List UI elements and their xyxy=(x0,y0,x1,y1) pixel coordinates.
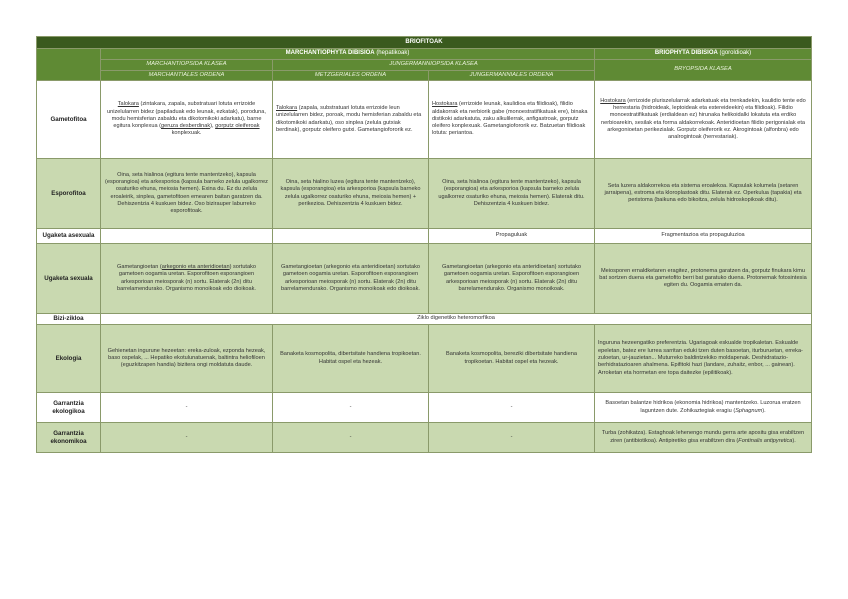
ugaketa-sexuala-jungermanniales: Gametangioetan (arkegonio eta anteridioetan) sortutako gametoen oogamia uretan. Esporofitoen esporangioen arkesporioan meiosporak (n) sortu. Elaterak (2n) ditu barrelamendurako. Organismo monoikoak. xyxy=(429,244,595,314)
garrantzia-ekologikoa-metzgeriales: - xyxy=(273,393,429,423)
gametofitoa-metzgeriales: Talokara (zapala, substratuari lotuta errizoide leun unizelularren bidez, poroak, modu hemisferian zabaldu eta dikotomikoki adarkatu), oso sinplea (zelula gutxiak berdinak), gorputz oleifero gutxi. Gametangiofororik ez. xyxy=(273,81,429,159)
order-marchantiales: MARCHANTIALES ORDENA xyxy=(101,70,273,81)
garrantzia-ekonomikoa-jungermanniales: - xyxy=(429,423,595,453)
row-label: Ekologia xyxy=(37,325,101,393)
row-garrantzia-ekonomikoa xyxy=(37,423,812,453)
garrantzia-ekologikoa-jungermanniales: - xyxy=(429,393,595,423)
row-gametofitoa xyxy=(37,81,812,159)
garrantzia-ekonomikoa-metzgeriales: - xyxy=(273,423,429,453)
ugaketa-sexuala-metzgeriales: Gametangioetan (arkegonio eta anteridioetan) sortutako gametoen oogamia uretan. Esporofitoen esporangioen arkesporioan meiosporak (n) sortu. Elaterak (2n) ditu barrelamendurako. Organismo monoikoak edo dioikoak. xyxy=(273,244,429,314)
row-esporofitoa xyxy=(37,159,812,229)
row-ekologia xyxy=(37,325,812,393)
table-title: BRIOFITOAK xyxy=(37,37,812,49)
ugaketa-sexuala-marchantiales: Gametangioetan (arkegonio eta anteridioetan) sortutako gametoen oogamia uretan. Esporofitoen esporangioen arkesporioan meiosporak (n) sortu. Elaterak (2n) ditu barrelamendurako. Organismo monoikoak edo dioikoak. xyxy=(101,244,273,314)
row-label: Ugaketa sexuala xyxy=(37,244,101,314)
order-metzgeriales: METZGERIALES ORDENA xyxy=(273,70,429,81)
gametofitoa-bryopsida: Hostokara (errizoide pluriszelularrak adarkatuak eta trenkadekin, kaulidio tente edo herrestaria (hidroideak, leptoideak eta estereideekin) eta filidioak). Filidio monoestratifikatuak (erdialdean ez) hirunaka helikoidalki lokatuta eta erdiko nerbioarekin, sesilak eta forma aldakorrekoak. Anteridioetan filidio perigonialak eta arkegonioetan perikezialak. Gorputz oleiferorik ez. Akrogintoak (alfonbra) edo analrogintoak (herrestariak). xyxy=(595,81,812,159)
corner-cell xyxy=(37,49,101,81)
ugaketa-sexuala-bryopsida: Meiosporen ernaldketaren eragitez, protonema garatzen da, gorputz finukara kimu bat sortzen duena eta gametofito berri bat garatuko duena. Protonemak fotosintesia egiten du. Oogamia ematen da. xyxy=(595,244,812,314)
garrantzia-ekonomikoa-bryopsida: Turba (zohikatza). Estaghoak lehenengo mundu gerra arte apositu gisa erabiltzen ziren (antibiotikoa). Antipiretiko gisa erabiltzen dira (Fontinalis antipyretica). xyxy=(595,423,812,453)
esporofitoa-marchantiales: Oina, seta hialinoa (egitura tente mantentzeko), kapsula (esporangioa) eta arkesporioa (kapsula barneko zelula ugalkorrez osaturiko ehuna, meiosia hemen). Exina du. Ez du zelula eroaleirik, sinplea, gametofitoen emearen baitan garatzen da. Dehiszentzia 4 kuskuen bidez. Oso bizirauper laburreko esporofitoak. xyxy=(101,159,273,229)
division-marchantiophyta-header: MARCHANTIOPHYTA DIBISIOA (hepatikoak) xyxy=(101,49,595,60)
esporofitoa-jungermanniales: Oina, seta hialinoa (egitura tente mantentzeko), kapsula (esporangioa) eta arkesporioa (kapsula barneko zelula ugalkorrez osaturiko ehuna, meiosia hemen). Elaterak ditu. Dehiszentzia 4 kuskuen bidez. xyxy=(429,159,595,229)
class-jungermanniopsida: JUNGERMANNIOPSIDA KLASEA xyxy=(273,60,595,71)
ugaketa-asexuala-metzgeriales xyxy=(273,229,429,244)
row-garrantzia-ekologikoa xyxy=(37,393,812,423)
order-jungermanniales: JUNGERMANNIALES ORDENA xyxy=(429,70,595,81)
row-label: Garrantzia ekonomikoa xyxy=(37,423,101,453)
esporofitoa-bryopsida: Seta luzera aldakorrekoa eta sistema eroalekoa. Kapsulak kolumela (setaren jarraipena), estroma eta kloroplastoak ditu. Elaterak ez. Operkulua (tapakia) eta peristoma (baikuna edo bikoitza, zelula hidroskopikoak ditu). xyxy=(595,159,812,229)
esporofitoa-metzgeriales: Oina, seta hialino luzea (egitura tente mantentzeko), kapsula (esporangioa) eta arkesporioa (kapsula barneko zelula ugalkorrez osaturiko ehuna, meiosia hemen) + perikezioa. Dehiszentzia 4 kuskuen bidez. xyxy=(273,159,429,229)
ekologia-jungermanniales: Banaketa kosmopolita, bereziki dibertsitate handiena tropikoetan. Habitat ospel eta hezeak. xyxy=(429,325,595,393)
bizi-zikloa-value: Ziklo digenetiko heteromorfikoa xyxy=(101,314,812,325)
class-marchantiopsida: MARCHANTIOPSIDA KLASEA xyxy=(101,60,273,71)
garrantzia-ekonomikoa-marchantiales: - xyxy=(101,423,273,453)
division-bryophyta-header: BRIOPHYTA DIBISIOA (goroldioak) xyxy=(595,49,812,60)
garrantzia-ekologikoa-bryopsida: Basoetan balantze hidrikoa (ekonomia hidrikoa) mantentzeko. Luzorua eratzen laguntzen dute. Zohikaztegiak eragiu (Sphagnum). xyxy=(595,393,812,423)
row-label: Gametofitoa xyxy=(37,81,101,159)
ugaketa-asexuala-marchantiales xyxy=(101,229,273,244)
ugaketa-asexuala-jungermanniales: Propaguluak xyxy=(429,229,595,244)
row-label: Ugaketa asexuala xyxy=(37,229,101,244)
class-bryopsida: BRYOPSIDA KLASEA xyxy=(595,60,812,81)
garrantzia-ekologikoa-marchantiales: - xyxy=(101,393,273,423)
row-label: Bizi-zikloa xyxy=(37,314,101,325)
ugaketa-asexuala-bryopsida: Fragmentazioa eta propaguluzioa xyxy=(595,229,812,244)
row-label: Garrantzia ekologikoa xyxy=(37,393,101,423)
row-bizi-zikloa xyxy=(37,314,812,325)
row-ugaketa-sexuala xyxy=(37,244,812,314)
gametofitoa-jungermanniales: Hostokara (errizoide leunak, kaulidioa eta filidioak), filidio aldakorrak eta nerbiorik gabe (monoestratifikatuak ere), binaka distikoki adarkatuta, zaku alkulilerrak, anfigastroak, gorputz oleifero konplexuak. Gametangiofororik ez. Batzuetan filidioak lotuta: periantoa. xyxy=(429,81,595,159)
row-ugaketa-asexuala xyxy=(37,229,812,244)
ekologia-bryopsida: Inguruna hezeengatiko preferentzia. Ugariagoak eskualde tropikaletan. Eskualde epeletan, batez ere lurrea sarritan eduki tzen duten basoetan, iturburuetan, erreka-zuloetan, ur-jauzietan... Muturreko baldintzekiko moldapenak. Deshidratazio-berhidratazioaren ahalmena. Epifitoki hazi (landare, zuhaitz, enbor, ... gainean). Arroketan eta hormetan ere topa daitezke (epilitikoak). xyxy=(595,325,812,393)
row-label: Esporofitoa xyxy=(37,159,101,229)
gametofitoa-marchantiales: Talokara (zintakara, zapala, substratuari lotuta errizoide unizelularren bidez (papiladuak edo leunak, ezkatak), poroduna, modu hemisferian zabaldu eta dikotomikoki adarkatu), barne egitura konplexua (geruza desberdinak), gorputz oleiferoak konplexuak. xyxy=(101,81,273,159)
ekologia-metzgeriales: Banaketa kosmopolita, dibertsitate handiena tropikoetan. Habitat ospel eta hezeak. xyxy=(273,325,429,393)
briofitoak-table xyxy=(36,36,812,453)
ekologia-marchantiales: Gehienetan ingurune hezeetan: ereka-zuloak, ezponda hezeak, baso ospelak, ... Hepatiko ekotulunatuenak, baltintra heliofiloen (eguzkitzapen handia) bizitera ongi moldatuta daude. xyxy=(101,325,273,393)
